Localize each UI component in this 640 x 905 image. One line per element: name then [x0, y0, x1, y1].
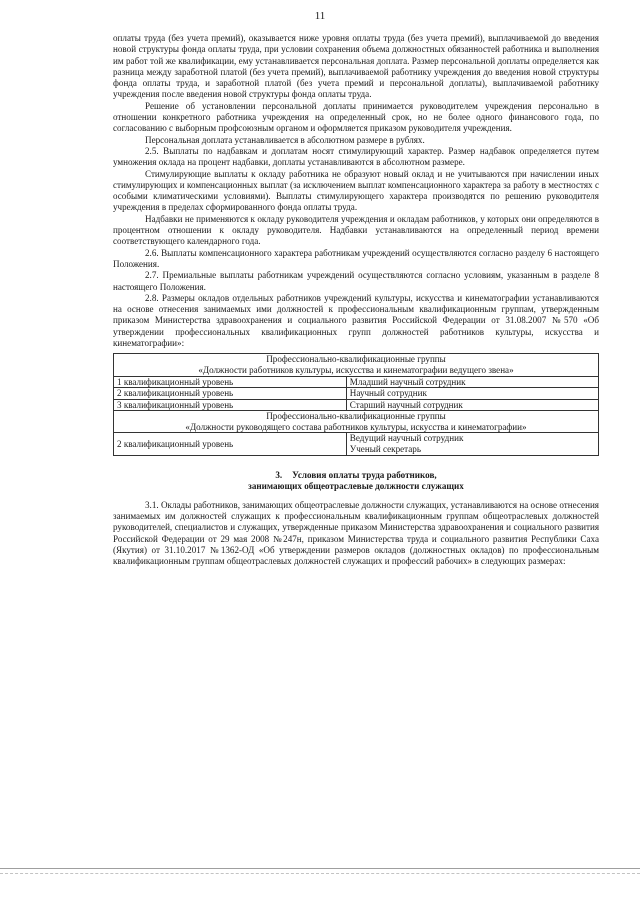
table-row — [114, 433, 599, 455]
page-number: 11 — [314, 10, 326, 22]
table-cell-level: 2 квалификационный уровень — [114, 433, 347, 455]
position-line: Ученый секретарь — [349, 444, 421, 455]
paragraph: Надбавки не применяются к окладу руководителя учреждения и окладам работников, у которых они определяются в процентном отношении к окладу руководителя. Надбавки устанавливаются на определенный период времени соответствующего календарного года. — [113, 213, 599, 247]
group-subtitle: «Должности руководящего состава работников культуры, искусства и кинематографии» — [185, 421, 527, 432]
table-cell-position — [346, 433, 598, 455]
paragraph-continuation: оплаты труда (без учета премий), оказывается ниже уровня оплаты труда (без учета премий), выплачиваемой до введения новой структуры фонда оплаты труда, при условии сохранения объема должностных обязанностей работника и выполнения им работ той же квалификации, ему устанавливается персональная доплата. Размер персональной доплаты определяется как разница между заработной платой (без учета премий), выплачиваемой работнику учреждения до введения новой структуры фонда оплаты труда, и заработной платой (без учета премий и персональной доплаты), выплачиваемой работнику учреждения после введения новой структуры фонда оплаты труда. — [113, 33, 599, 100]
scan-edge-artifact — [0, 868, 640, 874]
paragraph-2-8: 2.8. Размеры окладов отдельных работников учреждений культуры, искусства и кинематографии устанавливаются на основе отнесения занимаемых ими должностей к профессиональным квалификационным группам, утвержденным приказом Министерства здравоохранения и социального развития Российской Федерации от 31.08.2007 №570 «Об утверждении профессиональных квалификационных групп должностей работников культуры, искусства и кинематографии»: — [113, 292, 599, 349]
table-row — [114, 376, 599, 388]
table-group-header — [114, 411, 599, 433]
section-number: 3. — [275, 469, 283, 480]
table-cell-level: 3 квалификационный уровень — [114, 399, 347, 411]
qualification-groups-table — [113, 353, 599, 455]
paragraph: Решение об установлении персональной доплаты принимается руководителем учреждения персонально в отношении конкретного работника учреждения на определенный срок, но не более одного финансового года, по согласованию с выборным профсоюзным органом и оформляется приказом руководителя учреждения. — [113, 100, 599, 134]
table-cell-position: Старший научный сотрудник — [346, 399, 598, 411]
paragraph-2-5: 2.5. Выплаты по надбавкам и доплатам носят стимулирующий характер. Размер надбавок определяется путем умножения оклада на процент надбавки, доплаты устанавливаются в абсолютном размере. — [113, 145, 599, 168]
paragraph: Персональная доплата устанавливается в абсолютном размере в рублях. — [145, 134, 425, 145]
table-cell-level: 1 квалификационный уровень — [114, 376, 347, 388]
group-title: Профессионально-квалификационные группы — [266, 354, 446, 365]
table-cell-position: Научный сотрудник — [346, 388, 598, 400]
document-body — [113, 33, 599, 567]
table-row — [114, 388, 599, 400]
paragraph-3-1: 3.1. Оклады работников, занимающих общеотраслевые должности служащих, устанавливаются на основе отнесения занимаемых им должностей служащих к профессиональным квалификационным группам общеотраслевых должностей руководителей, специалистов и служащих, утвержденные приказом Министерства здравоохранения и социального развития Российской Федерации от 29 мая 2008 №247н, приказом Министерства труда и социального развития Республики Саха (Якутия) от 31.10.2017 №1362-ОД «Об утверждении размеров окладов (должностных окладов) по профессиональным квалификационным группам общеотраслевых должностей служащих и профессий рабочих» в следующих размерах: — [113, 499, 599, 567]
section-heading — [113, 470, 599, 493]
table-row — [114, 399, 599, 411]
paragraph: Стимулирующие выплаты к окладу работника не образуют новый оклад и не учитываются при начислении иных стимулирующих и компенсационных выплат (за исключением выплат компенсационного характера за работу в местностях с особыми климатическими условиями). Выплаты стимулирующего характера производятся по решению руководителя учреждения в пределах сформированного фонда оплаты труда. — [113, 168, 599, 213]
paragraph-2-7: 2.7. Премиальные выплаты работникам учреждений осуществляются согласно условиям, указанным в разделе 8 настоящего Положения. — [113, 270, 599, 292]
section-title-line2: занимающих общеотраслевые должности служащих — [248, 481, 464, 492]
section-title-line1: Условия оплаты труда работников, — [292, 469, 437, 480]
table-group-header — [114, 354, 599, 376]
table-cell-level: 2 квалификационный уровень — [114, 388, 347, 400]
paragraph-2-6: 2.6. Выплаты компенсационного характера работникам учреждений осуществляются согласно разделу 6 настоящего Положения. — [113, 247, 599, 269]
position-line: Ведущий научный сотрудник — [349, 433, 464, 444]
group-subtitle: «Должности работников культуры, искусства и кинематографии ведущего звена» — [198, 364, 514, 375]
group-title: Профессионально-квалификационные группы — [266, 411, 446, 422]
table-cell-position: Младший научный сотрудник — [346, 376, 598, 388]
